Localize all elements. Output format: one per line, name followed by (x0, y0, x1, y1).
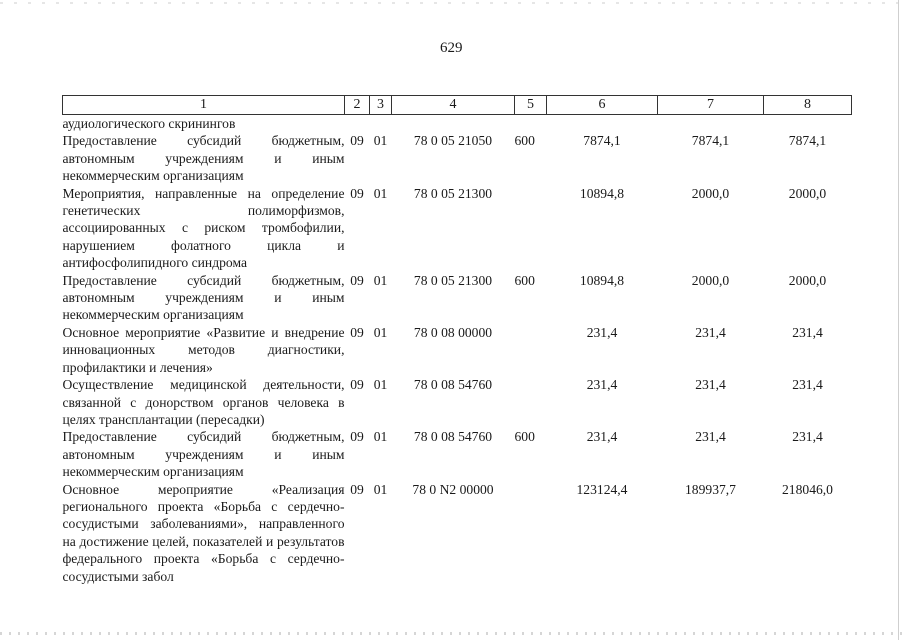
header-col-6: 6 (547, 96, 658, 115)
row-name: Предоставление субсидий бюджетным, автономным учреждениям и иным некоммерческим организациям (62, 133, 345, 184)
header-col-8: 8 (764, 96, 852, 115)
row-section: 09 (350, 324, 364, 340)
row-section: 09 (350, 429, 364, 445)
row-amount-7: 231,4 (695, 324, 726, 340)
row-amount-7: 231,4 (695, 429, 726, 445)
row-expense-type: 600 (514, 429, 535, 445)
row-amount-6: 7874,1 (583, 133, 621, 149)
row-name: Мероприятия, направленные на определение генетических полиморфизмов, ассоциированных с риском тромбофилии, нарушением фолатного цикла и антифосфолипидного синдрома (62, 185, 345, 271)
row-amount-7: 231,4 (695, 377, 726, 393)
table-header-row (63, 96, 852, 115)
table-row (63, 376, 852, 428)
header-col-5: 5 (515, 96, 547, 115)
row-target-code (392, 115, 515, 133)
row-subsection (370, 115, 392, 133)
row-target-code: 78 0 05 21300 (413, 272, 493, 288)
row-target-code: 78 0 08 54760 (413, 377, 493, 393)
table-row (63, 115, 852, 133)
row-expense-type: 600 (514, 133, 535, 149)
row-subsection: 01 (373, 185, 388, 201)
header-col-4: 4 (392, 96, 515, 115)
row-amount-6: 231,4 (586, 377, 618, 393)
row-amount-6: 231,4 (586, 429, 618, 445)
row-amount-7: 189937,7 (685, 481, 736, 497)
table-row (63, 132, 852, 184)
row-amount-6: 10894,8 (579, 272, 625, 288)
row-target-code: 78 0 N2 00000 (412, 481, 494, 497)
header-col-3: 3 (370, 96, 392, 115)
row-name: Основное мероприятие «Развитие и внедрение инновационных методов диагностики, профилактики и лечения» (62, 324, 345, 375)
row-name: Основное мероприятие «Реализация регионального проекта «Борьба с сердечно-сосудистыми заболеваниями», направленного на достижение целей, показателей и результатов федерального проекта «Борьба с сердечно-сосудистыми забол (62, 481, 345, 584)
page-edge (898, 0, 899, 640)
row-subsection: 01 (373, 377, 388, 393)
row-section: 09 (350, 377, 364, 393)
row-target-code: 78 0 08 00000 (413, 324, 493, 340)
row-section: 09 (350, 272, 364, 288)
row-subsection: 01 (373, 133, 388, 149)
row-target-code: 78 0 08 54760 (413, 429, 493, 445)
row-name: Осуществление медицинской деятельности, связанной с донорством органов человека в целях трансплантации (пересадки) (62, 377, 345, 427)
row-section: 09 (350, 133, 364, 149)
row-subsection: 01 (373, 324, 388, 340)
row-expense-type (515, 185, 547, 272)
row-name: Предоставление субсидий бюджетным, автономным учреждениям и иным некоммерческим организациям (62, 429, 345, 480)
row-expense-type: 600 (514, 272, 535, 288)
row-target-code: 78 0 05 21050 (413, 133, 493, 149)
row-amount-7: 2000,0 (691, 185, 730, 201)
table-row (63, 272, 852, 324)
header-col-7: 7 (658, 96, 764, 115)
row-amount-8: 2000,0 (788, 272, 827, 288)
row-amount-6 (547, 115, 658, 133)
table-row (63, 324, 852, 376)
row-section (345, 115, 370, 133)
row-amount-7: 2000,0 (691, 272, 730, 288)
row-expense-type (515, 481, 547, 585)
table-row (63, 428, 852, 480)
row-subsection: 01 (373, 429, 388, 445)
row-amount-6: 123124,4 (576, 481, 628, 497)
row-amount-8: 2000,0 (788, 185, 827, 201)
row-section: 09 (350, 185, 364, 201)
header-col-1: 1 (63, 96, 345, 115)
row-amount-8: 231,4 (792, 377, 823, 393)
row-amount-6: 231,4 (586, 324, 618, 340)
row-expense-type (515, 115, 547, 133)
row-subsection: 01 (373, 481, 388, 497)
row-amount-7: 7874,1 (691, 133, 730, 149)
row-amount-8 (764, 115, 852, 133)
row-amount-7 (658, 115, 764, 133)
row-name: Предоставление субсидий бюджетным, автономным учреждениям и иным некоммерческим организациям (62, 272, 345, 323)
page-number: 629 (440, 40, 463, 56)
table-row (63, 185, 852, 272)
table-row (63, 481, 852, 585)
row-expense-type (515, 324, 547, 376)
row-amount-8: 7874,1 (788, 133, 827, 149)
row-expense-type (515, 376, 547, 428)
row-section: 09 (350, 481, 364, 497)
row-amount-8: 231,4 (792, 429, 823, 445)
budget-table (62, 95, 852, 585)
scan-artifact-bottom (0, 632, 905, 635)
row-amount-8: 231,4 (792, 324, 823, 340)
header-col-2: 2 (345, 96, 370, 115)
row-amount-6: 10894,8 (579, 185, 625, 201)
row-target-code: 78 0 05 21300 (413, 185, 493, 201)
row-name: аудиологического скринингов (62, 116, 236, 131)
row-subsection: 01 (373, 272, 388, 288)
scan-artifact-top (0, 2, 905, 4)
row-amount-8: 218046,0 (782, 481, 833, 497)
